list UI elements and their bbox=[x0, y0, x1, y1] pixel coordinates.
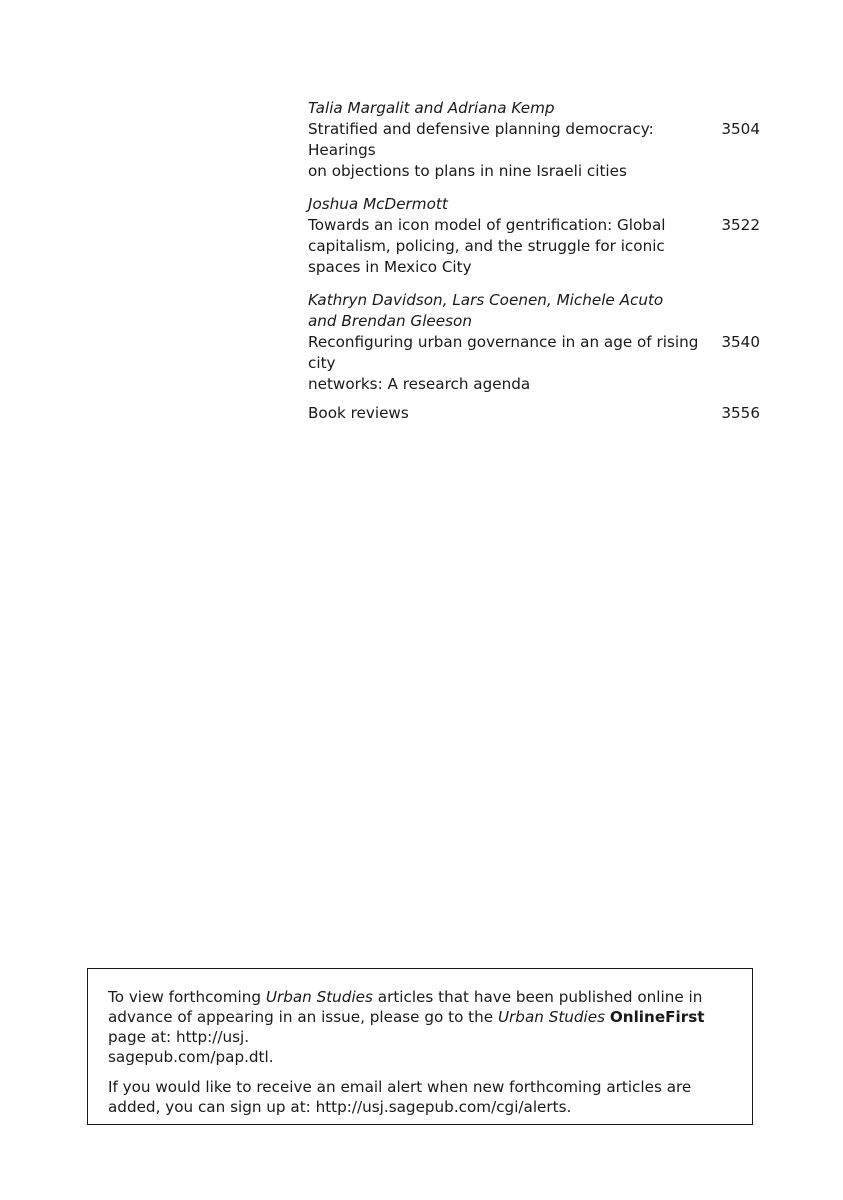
toc-entry-book-reviews bbox=[308, 403, 760, 424]
entry-authors: Talia Margalit and Adriana Kemp bbox=[308, 99, 555, 117]
entry-authors: Kathryn Davidson, Lars Coenen, Michele Acuto and Brendan Gleeson bbox=[308, 291, 664, 330]
entry-page-number: 3540 bbox=[721, 333, 760, 351]
book-reviews-page-number: 3556 bbox=[721, 404, 760, 422]
entry-title: Towards an icon model of gentrification: Global capitalism, policing, and the struggle for iconic spaces in Mexico City bbox=[308, 216, 666, 276]
journal-name: Urban Studies bbox=[497, 1008, 606, 1026]
entry-authors: Joshua McDermott bbox=[308, 195, 448, 213]
book-reviews-label: Book reviews bbox=[308, 404, 409, 422]
notice-text: articles that have been published online in advance of appearing in an issue, please go to the bbox=[108, 988, 703, 1026]
notice-paragraph-online-first bbox=[108, 987, 732, 1067]
toc-entry bbox=[308, 290, 760, 395]
entry-title: Reconfiguring urban governance in an age of rising city networks: A research agenda bbox=[308, 333, 699, 393]
notice-text: page at: http://usj. sagepub.com/pap.dtl. bbox=[108, 1028, 274, 1066]
online-first-notice-box bbox=[87, 968, 753, 1125]
entry-row bbox=[308, 119, 760, 182]
entry-page-number: 3522 bbox=[721, 216, 760, 234]
notice-paragraph-email-alert: If you would like to receive an email alert when new forthcoming articles are added, you can sign up at: http://usj.sagepub.com/cgi/alerts. bbox=[108, 1078, 692, 1116]
online-first-label: OnlineFirst bbox=[609, 1008, 705, 1026]
entry-row bbox=[308, 403, 760, 424]
toc-entry bbox=[308, 98, 760, 182]
toc-entry bbox=[308, 194, 760, 278]
entry-page-number: 3504 bbox=[721, 120, 760, 138]
entry-row bbox=[308, 332, 760, 395]
notice-text: To view forthcoming bbox=[108, 988, 266, 1006]
entry-row bbox=[308, 215, 760, 278]
entry-title: Stratified and defensive planning democracy: Hearings on objections to plans in nine Israeli cities bbox=[308, 120, 654, 180]
table-of-contents bbox=[308, 98, 760, 436]
journal-name: Urban Studies bbox=[265, 988, 373, 1006]
